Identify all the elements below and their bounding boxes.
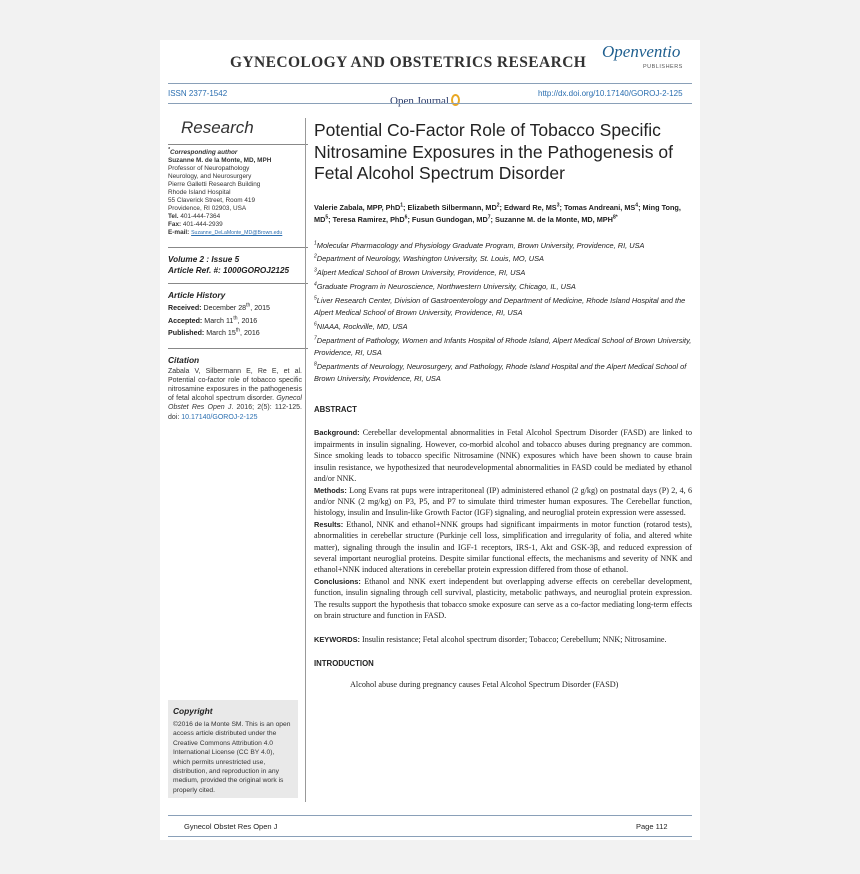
address-line: Rhode Island Hospital — [168, 189, 231, 196]
affiliation: $^4$Graduate Program in Neuroscience, Northwestern University, Chicago, IL, USA — [314, 281, 576, 292]
open-journal-text: Open Journal — [390, 95, 449, 107]
address-line: Professor of Neuropathology — [168, 165, 250, 172]
address-line: Pierre Galletti Research Building — [168, 181, 261, 188]
introduction-heading: INTRODUCTION — [314, 658, 374, 668]
article-title: Potential Co-Factor Role of Tobacco Specific Nitrosamine Exposures in the Pathogenesis of Fetal Alcohol Spectrum Disorder — [314, 120, 673, 183]
footer-page-number: Page 112 — [636, 822, 668, 831]
footer-rule-lower — [168, 836, 692, 837]
header-rule — [168, 83, 692, 84]
sidebar — [168, 118, 302, 422]
affiliation: $^8$Departments of Neurology, Neurosurgery, and Pathology, Rhode Island Hospital and the Alpert Medical School of Brown University, Providence, RI, USA — [314, 361, 687, 383]
citation-text: Zabala V, Silbermann E, Re E, et al. Potential co-factor role of tobacco specific nitrosamine exposures in the pathogenesis of fetal alcohol spectrum disorder. Gynecol Obstet Res Open J. 2016; 2(5): 112-125. doi: 10.17140/GOROJ-2-125 — [168, 367, 302, 421]
author: Edward Re, $MS^3$ — [503, 202, 560, 212]
author: Elizabeth Silbermann, $MD^2$ — [407, 202, 500, 212]
corresponding-name: Suzanne M. de la Monte, MD, MPH — [168, 157, 272, 164]
address-line: Providence, RI 02903, USA — [168, 205, 247, 212]
affiliation: $^5$Liver Research Center, Division of Gastroenterology and Department of Medicine, Rhode Island Hospital and the Alpert Medical School of Brown University, Providence, RI, USA — [314, 295, 686, 318]
author: Suzanne M. de la Monte, MD, $MPH^{8*}$ — [494, 214, 618, 224]
sidebar-rule — [168, 348, 308, 349]
email-link[interactable]: Suzanne_DeLaMonte_MD@Brown.edu — [191, 230, 283, 236]
abstract-conclusions: Conclusions: Ethanol and NNK exert independent but overlapping adverse effects on cerebellar development, function, insulin signaling through cell survival, plasticity, metabolic pathways, and neuroglial protein expression. The results support the hypothesis that tobacco smoke exposure can serve as a co-factor mediating long-term effects on brain structure and function in FASD. — [314, 576, 692, 620]
article-ref: Article Ref. #: 1000GOROJ2125 — [168, 266, 290, 275]
header-rule-lower — [168, 103, 692, 104]
accepted-date: Accepted: March 11th, 2016 — [168, 315, 258, 325]
affiliation: $^2$Department of Neurology, Washington University, St. Louis, MO, USA — [314, 253, 544, 264]
history-title: Article History — [168, 290, 226, 300]
affiliation: $^3$Alpert Medical School of Brown University, Providence, RI, USA — [314, 267, 526, 278]
journal-title: GYNECOLOGY AND OBSTETRICS RESEARCH — [230, 54, 587, 71]
author-list: Valerie Zabala, MPP, PhD$^1$; Elizabeth Silbermann, $MD^2$; Edward Re, $MS^3$; Tomas Andreani, $MS^4$; Ming Tong, $MD^5$; Teresa Ramirez, PhD$^6$; Fusun Gundogan, $MD^7$; Suzanne M. de la Monte, MD, $MPH^{8*}$ — [314, 202, 681, 224]
open-journal-label — [390, 94, 460, 107]
article-type-heading: Research — [181, 118, 254, 137]
author: Valerie Zabala, MPP, PhD$^1$ — [314, 202, 404, 212]
abstract-heading: ABSTRACT — [314, 405, 357, 415]
issn: ISSN 2377-1542 — [168, 89, 228, 98]
keywords: KEYWORDS: Insulin resistance; Fetal alcohol spectrum disorder; Tobacco; Cerebellum; NNK; Nitrosamine. — [314, 635, 667, 645]
article-history-block — [168, 290, 302, 340]
corresponding-label: *Corresponding author — [168, 146, 238, 156]
author: Teresa Ramirez, PhD$^6$ — [332, 214, 408, 224]
fax-line: Fax: 401-444-2939 — [168, 221, 223, 228]
author: Tomas Andreani, $MS^4$ — [563, 202, 639, 212]
copyright-box — [168, 700, 298, 798]
sidebar-rule — [168, 144, 308, 145]
corresponding-author-block — [168, 146, 302, 237]
abstract-background: Background: Cerebellar developmental abnormalities in Fetal Alcohol Spectrum Disorder (FASD) are linked to impairments in insulin signaling. However, co-morbid alcohol and tobacco abuses during pregnancy are common. Since smoking leads to tobacco specific Nitrosamine (NNK) exposures which have been shown to cause brain insulin resistance, we hypothesized that neurodevelopmental abnormalities in FASD could be mediated by ethanol and/or NNK. — [314, 428, 692, 484]
affiliation: $^7$Department of Pathology, Women and Infants Hospital of Rhode Island, Alpert Medical School of Brown University, Providence, RI, USA — [314, 335, 692, 357]
citation-doi-link[interactable]: 10.17140/GOROJ-2-125 — [181, 413, 258, 421]
affiliation: $^1$Molecular Pharmacology and Physiology Graduate Program, Brown University, Providence, RI, USA — [314, 240, 645, 250]
affiliation-list — [314, 240, 692, 385]
citation-title: Citation — [168, 354, 200, 365]
citation-block — [168, 355, 302, 422]
tel-line: Tel. 401-444-7364 — [168, 213, 221, 220]
author: Fusun Gundogan, $MD^7$ — [411, 214, 491, 224]
sidebar-rule — [168, 283, 308, 284]
main-column — [314, 120, 692, 689]
publisher-logo — [602, 42, 694, 72]
abstract-results: Results: Ethanol, NNK and ethanol+NNK groups had significant impairments in motor function (rotarod tests), abnormalities in cerebellar structure (Purkinje cell loss, simplification and irregularity of folia, and altered white matter), signaling through the insulin and IGF-1 receptors, IRS-1, Akt and GSK-3β, and reduced expression of several important neuroglial proteins. Despite similar functional effects, the mechanisms and severity of NNK and ethanol+NNK induced alterations in cerebellar protein expression differed from those of ethanol. — [314, 519, 692, 575]
abstract-body — [314, 427, 692, 621]
affiliation: $^6$NIAAA, Rockville, MD, USA — [314, 321, 408, 331]
address-line: 55 Claverick Street, Room 419 — [168, 197, 256, 204]
sidebar-rule — [168, 247, 308, 248]
email-line: E-mail: Suzanne_DeLaMonte_MD@Brown.edu — [168, 229, 283, 236]
logo-text: Openventio — [602, 42, 681, 61]
volume-issue: Volume 2 : Issue 5 — [168, 255, 240, 264]
logo-sub: PUBLISHERS — [643, 64, 683, 70]
volume-block — [168, 254, 302, 276]
abstract-methods: Methods: Long Evans rat pups were intraperitoneal (IP) administered ethanol (2 g/kg) on postnatal days (P) 2, 4, 6 and/or NNK (2 mg/kg) on P3, P5, and P7 to simulate third trimester human exposures. The Cerebellar function, histology, insulin and Insulin-like Growth Factor (IGF) signaling, and neuroglial protein expression were assessed. — [314, 485, 692, 518]
open-access-icon — [451, 94, 460, 106]
column-divider — [305, 118, 306, 802]
address-line: Neurology, and Neurosurgery — [168, 173, 252, 180]
footer-journal: Gynecol Obstet Res Open J — [184, 822, 278, 831]
introduction-text: Alcohol abuse during pregnancy causes Fetal Alcohol Spectrum Disorder (FASD) — [350, 679, 619, 689]
doi-link[interactable]: http://dx.doi.org/10.17140/GOROJ-2-125 — [538, 89, 683, 98]
footer-rule — [168, 815, 692, 816]
received-date: Received: December 28th, 2015 — [168, 302, 270, 312]
published-date: Published: March 15th, 2016 — [168, 327, 260, 337]
copyright-title: Copyright — [173, 706, 213, 716]
author: Ming Tong, $MD^5$ — [314, 202, 681, 224]
copyright-text: ©2016 de la Monte SM. This is an open access article distributed under the Creative Commons Attribution 4.0 International License (CC BY 4.0), which permits unrestricted use, distribution, and reproduction in any medium, provided the original work is properly cited. — [173, 721, 291, 794]
